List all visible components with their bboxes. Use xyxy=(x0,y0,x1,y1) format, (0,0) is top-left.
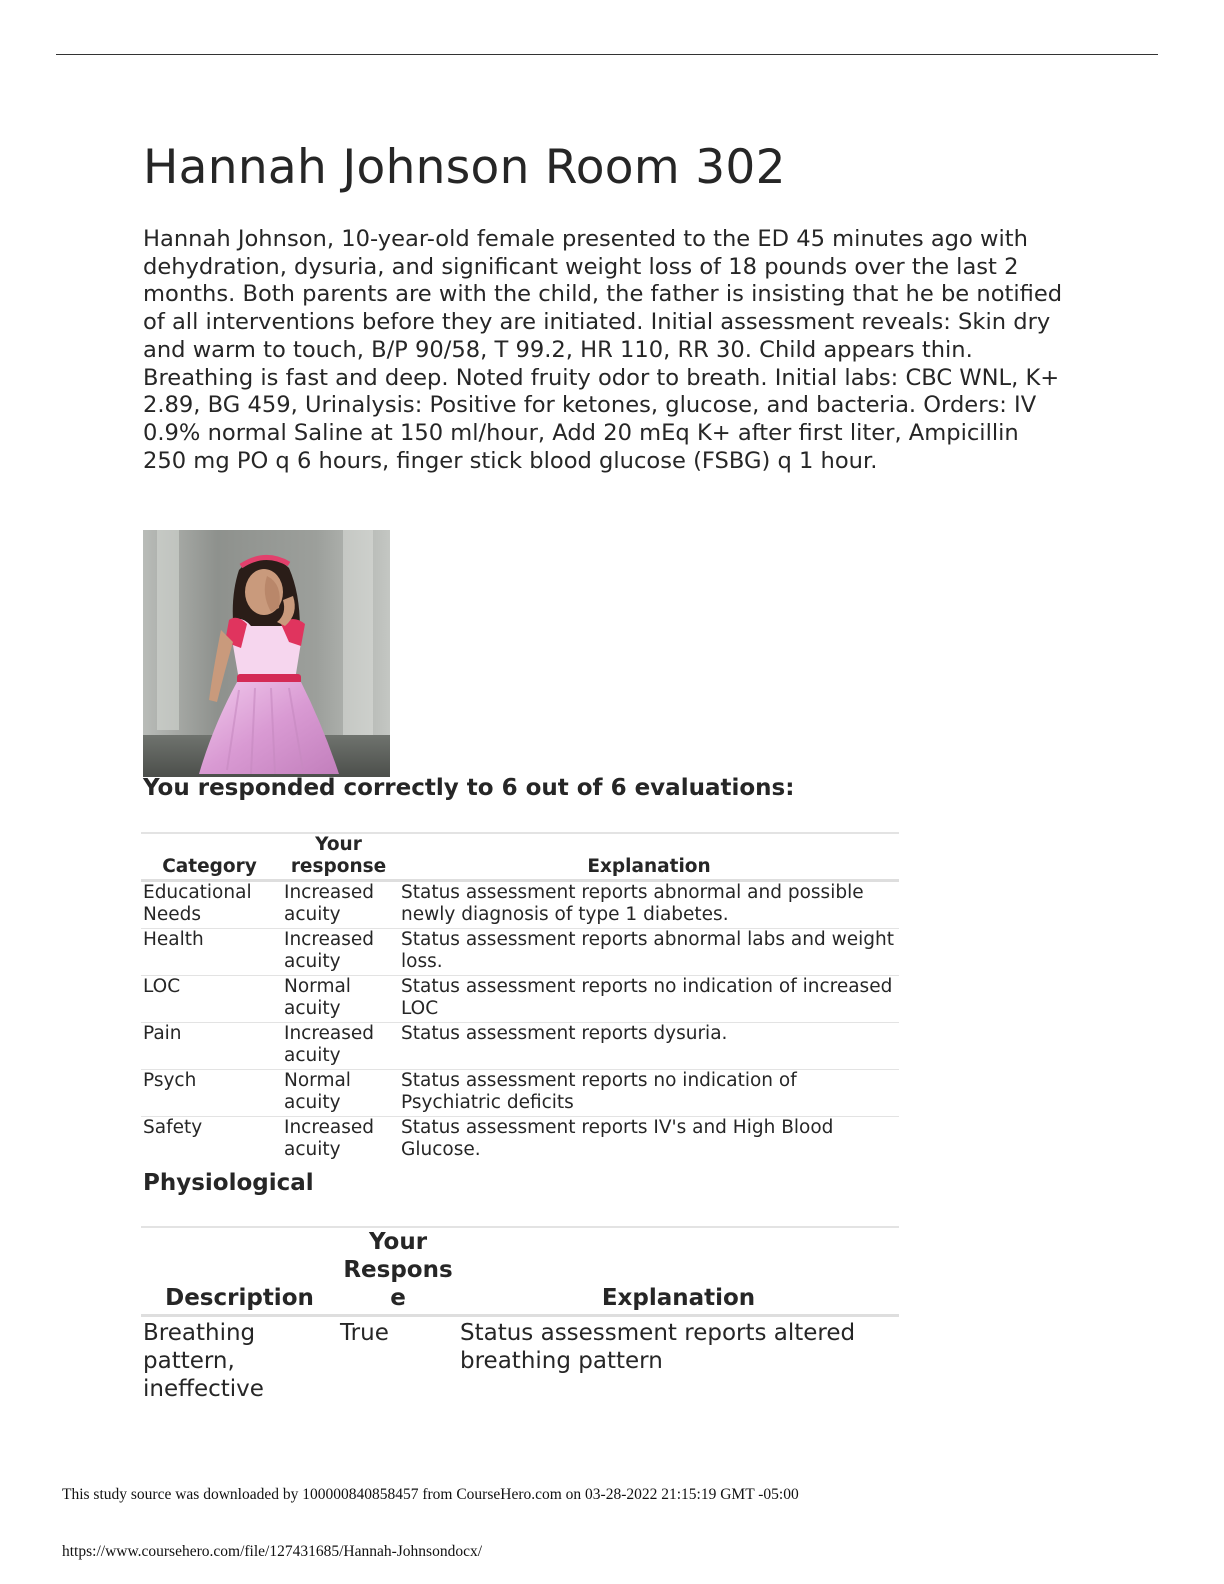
category-cell: Health xyxy=(143,929,204,950)
case-description: Hannah Johnson, 10-year-old female presented to the ED 45 minutes ago with dehydration, dysuria, and significant weight loss of 18 pounds over the last 2 months. Both parents are with the child, the father is insisting that he be notified of all interventions before they are initiated. Initial assessment reveals: Skin dry and warm to touch, B/P 90/58, T 99.2, HR 110, RR 30. Child appears thin. Breathing is fast and deep. Noted fruity odor to breath. Initial labs: CBC WNL, K+ 2.89, BG 459, Urinalysis: Positive for ketones, glucose, and bacteria. Orders: IV 0.9% normal Saline at 150 ml/hour, Add 20 mEq K+ after first liter, Ampicillin 250 mg PO q 6 hours, finger stick blood glucose (FSBG) q 1 hour. xyxy=(143,226,1063,474)
category-cell: Educational Needs xyxy=(143,882,252,925)
page-title: Hannah Johnson Room 302 xyxy=(143,140,786,195)
patient-photo xyxy=(143,530,390,777)
explanation-cell: Status assessment reports abnormal and possible newly diagnosis of type 1 diabetes. xyxy=(401,882,864,925)
table-row xyxy=(141,1023,899,1070)
explanation-cell: Status assessment reports IV's and High Blood Glucose. xyxy=(401,1117,834,1160)
description-cell: Breathing pattern, ineffective xyxy=(143,1320,264,1402)
explanation-cell: Status assessment reports abnormal labs and weight loss. xyxy=(401,929,894,972)
physiological-table xyxy=(141,1226,899,1405)
evaluation-table xyxy=(141,832,899,1163)
category-cell: Safety xyxy=(143,1117,203,1138)
table-row xyxy=(141,976,899,1023)
table-row xyxy=(141,1070,899,1117)
explanation-cell: Status assessment reports no indication of Psychiatric deficits xyxy=(401,1070,797,1113)
column-header-explanation: Explanation xyxy=(601,1285,756,1311)
table-row xyxy=(141,1316,899,1406)
table-row xyxy=(141,881,899,929)
column-header-description: Description xyxy=(165,1285,314,1311)
column-header-category: Category xyxy=(162,856,257,877)
physiological-table-header xyxy=(141,1227,899,1316)
category-cell: Psych xyxy=(143,1070,197,1091)
explanation-cell: Status assessment reports dysuria. xyxy=(401,1023,728,1044)
column-header-response: Your Respons e xyxy=(343,1229,453,1311)
response-cell: Increased acuity xyxy=(284,882,375,925)
response-cell: Normal acuity xyxy=(284,976,351,1019)
explanation-cell: Status assessment reports altered breathing pattern xyxy=(460,1320,856,1374)
download-notice: This study source was downloaded by 100000840858457 from CourseHero.com on 03-28-2022 21:15:19 GMT -05:00 xyxy=(62,1486,799,1503)
score-summary: You responded correctly to 6 out of 6 evaluations: xyxy=(143,775,795,801)
response-cell: True xyxy=(340,1320,389,1346)
column-header-explanation: Explanation xyxy=(587,856,711,877)
evaluation-table-header xyxy=(141,833,899,881)
table-row xyxy=(141,1117,899,1164)
category-cell: Pain xyxy=(143,1023,182,1044)
top-rule xyxy=(56,54,1158,55)
response-cell: Increased acuity xyxy=(284,1117,375,1160)
explanation-cell: Status assessment reports no indication of increased LOC xyxy=(401,976,893,1019)
response-cell: Increased acuity xyxy=(284,929,375,972)
response-cell: Increased acuity xyxy=(284,1023,375,1066)
column-header-response: Your response xyxy=(290,834,387,877)
response-cell: Normal acuity xyxy=(284,1070,351,1113)
source-url: https://www.coursehero.com/file/127431685/Hannah-Johnsondocx/ xyxy=(62,1543,483,1560)
physiological-heading: Physiological xyxy=(143,1170,314,1196)
table-row xyxy=(141,929,899,976)
category-cell: LOC xyxy=(143,976,181,997)
